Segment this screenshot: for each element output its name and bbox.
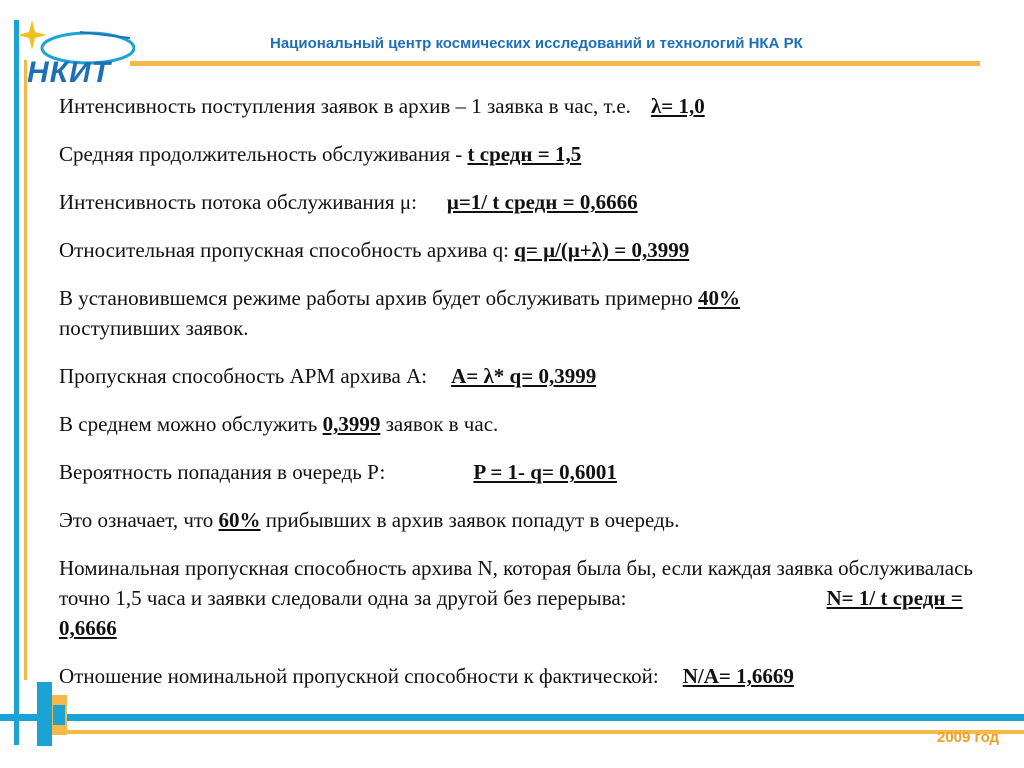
line-text: Относительная пропускная способность архива q: xyxy=(59,238,509,262)
text-line xyxy=(59,91,1019,121)
text-line xyxy=(59,409,1019,439)
footer-year: 2009 год xyxy=(937,729,1000,746)
line-text-after: поступивших заявок. xyxy=(59,316,249,340)
line-text-after: прибывших в архив заявок попадут в очередь. xyxy=(265,508,680,532)
line-text: Пропускная способность АРМ архива А: xyxy=(59,364,428,388)
text-line xyxy=(59,187,1019,217)
text-line xyxy=(59,553,979,643)
text-line xyxy=(59,283,959,343)
text-line xyxy=(59,139,1019,169)
formula-mu: μ=1/ t средн = 0,6666 xyxy=(446,190,638,214)
footer-decor-square xyxy=(37,682,52,746)
formula-t-mean: t средн = 1,5 xyxy=(467,142,582,166)
formula-a: A= λ* q= 0,3999 xyxy=(451,364,597,388)
logo-text: НКИТ xyxy=(27,56,112,89)
formula-p: P = 1- q= 0,6001 xyxy=(473,460,617,484)
frame-left-blue-line xyxy=(14,20,19,745)
formula-percent-60: 60% xyxy=(218,508,261,532)
footer-orange-line xyxy=(60,730,1024,734)
text-line xyxy=(59,361,1019,391)
frame-left-orange-line xyxy=(24,60,27,680)
line-text: Интенсивность поступления заявок в архив – 1 заявка в час, т.е. xyxy=(59,94,631,118)
formula-lambda: λ= 1,0 xyxy=(650,94,705,118)
line-text: Интенсивность потока обслуживания μ: xyxy=(59,190,417,214)
line-text: В среднем можно обслужить xyxy=(59,412,318,436)
formula-throughput: 0,3999 xyxy=(322,412,381,436)
line-text-after: заявок в час. xyxy=(385,412,499,436)
line-text: В установившемся режиме работы архив будет обслуживать примерно xyxy=(59,286,693,310)
line-text: Отношение номинальной пропускной способности к фактической: xyxy=(59,664,659,688)
formula-q: q= μ/(μ+λ) = 0,3999 xyxy=(514,238,690,262)
footer-blue-line xyxy=(0,714,1024,721)
formula-n: N= 1/ t средн = 0,6666 xyxy=(59,586,963,640)
slide-content xyxy=(59,91,1019,709)
text-line xyxy=(59,235,1019,265)
line-text: Вероятность попадания в очередь Р: xyxy=(59,460,386,484)
text-line xyxy=(59,505,1019,535)
page-header-title: Национальный центр космических исследований и технологий НКА РК xyxy=(270,35,803,52)
formula-percent-40: 40% xyxy=(698,286,741,310)
line-text: Номинальная пропускная способность архива N, которая была бы, если каждая заявка обслуживалась точно 1,5 часа и заявки следовали одна за другой без перерыва: xyxy=(59,556,973,610)
header-divider-line xyxy=(130,61,980,66)
line-text: Средняя продолжительность обслуживания - xyxy=(59,142,463,166)
line-text: Это означает, что xyxy=(59,508,214,532)
text-line xyxy=(59,457,1019,487)
text-line xyxy=(59,661,1019,691)
formula-ratio: N/A= 1,6669 xyxy=(682,664,794,688)
